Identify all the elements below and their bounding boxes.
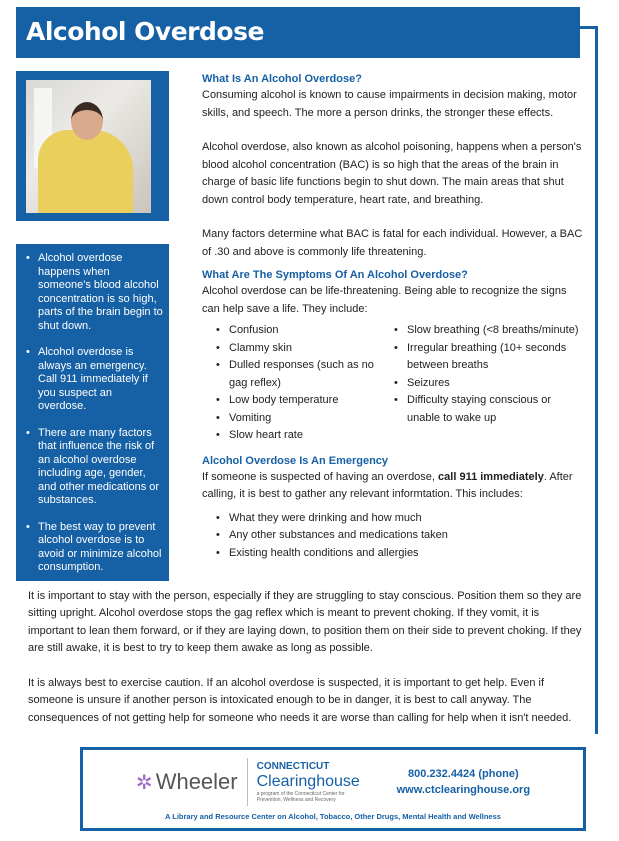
paragraph: Alcohol overdose can be life-threatening. Being able to recognize the signs can help save a life. They include: [202,285,567,315]
info-item: • What they were drinking and how much [216,510,587,528]
symptom: • Confusion [216,322,394,340]
paragraph: Alcohol overdose, also known as alcohol poisoning, happens when a person's blood alcohol concentration (BAC) is so high that the areas of the brain in charge of basic life functions begin to shut down. The main areas that shut down control body temperature, heart rate, and breathing. [202,141,582,206]
symptom: • Clammy skin [216,340,394,358]
contact-info [397,766,530,798]
key-points-sidebar [16,244,169,581]
section-heading: What Is An Alcohol Overdose? [202,73,362,85]
paragraph: Consuming alcohol is known to cause impairments in decision making, motor skills, and speech. The more a person drinks, the stronger these effects. [202,89,577,119]
bottom-content [28,588,588,728]
footer-logos [89,758,577,806]
footer [80,747,586,831]
symptom: • Dulled responses (such as no gag reflex) [216,357,394,392]
section-heading: Alcohol Overdose Is An Emergency [202,454,389,467]
symptom-list [216,322,587,445]
symptom: • Irregular breathing (10+ seconds between breaths [394,340,584,375]
left-column [16,71,169,581]
info-item: • Existing health conditions and allergies [216,545,587,563]
symptom: • Vomiting [216,410,394,428]
main-content [202,71,587,562]
wheeler-logo-icon: ✲ [135,771,153,794]
paragraph: Many factors determine what BAC is fatal for each individual. However, a BAC of .30 and above is commonly life threatening. [202,228,583,258]
phone: 800.232.4424 (phone) [408,768,519,780]
page-title: Alcohol Overdose [16,7,580,58]
key-point: • Alcohol overdose happens when someone's blood alcohol concentration is so high, parts of the brain begin to shut down. [26,252,163,333]
info-item: • Any other substances and medications taken [216,527,587,545]
emphasis: call 911 immediately [438,470,544,483]
section-heading: What Are The Symptoms Of An Alcohol Overdose? [202,269,468,281]
symptom: • Seizures [394,375,584,393]
symptom: • Low body temperature [216,392,394,410]
paragraph: It is always best to exercise caution. If an alcohol overdose is suspected, it is important to get help. Even if someone is unsure if another person is intoxicated enough to be in danger, it is best to call anyway. The consequences of not getting help for someone who needs it are worse than calling for help when it isn't needed. [28,676,572,724]
key-point: • The best way to prevent alcohol overdose is to avoid or minimize alcohol consumption. [26,521,163,575]
info-list [216,510,587,563]
symptom: • Slow heart rate [216,427,394,445]
paragraph: If someone is suspected of having an overdose, call 911 immediately. After calling, it is best to gather any relevant informtation. This includes: [202,470,573,500]
website-link[interactable]: www.ctclearinghouse.org [396,784,531,796]
clearinghouse-logo: CONNECTICUT Clearinghouse a program of the Connecticut Center for Prevention, Wellness and Recovery [256,761,360,803]
symptom: • Difficulty staying conscious or unable to wake up [394,392,584,427]
photo-panel [16,71,169,221]
key-point: • There are many factors that influence the risk of an alcohol overdose including age, gender, and other medications or substances. [26,427,163,508]
divider [247,758,248,806]
photo-woman-nauseous [26,80,151,213]
key-point: • Alcohol overdose is always an emergency. Call 911 immediately if you suspect an overdose. [26,346,163,414]
top-section [0,71,619,581]
symptom: • Slow breathing (<8 breaths/minute) [394,322,584,340]
tagline: A Library and Resource Center on Alcohol, Tobacco, Other Drugs, Mental Health and Wellness [165,812,501,821]
wheeler-logo: ✲ Wheeler [135,769,238,794]
paragraph: It is important to stay with the person, especially if they are struggling to stay conscious. Position them so they are sitting upright. Alcohol overdose stops the gag reflex which is meant to prevent choking. If they vomit, it is important to lean them forward, or if they are laying down, to position them on their side to prevent choking. If they are still awake, it is best to try to keep them awake as long as possible. [28,589,582,654]
